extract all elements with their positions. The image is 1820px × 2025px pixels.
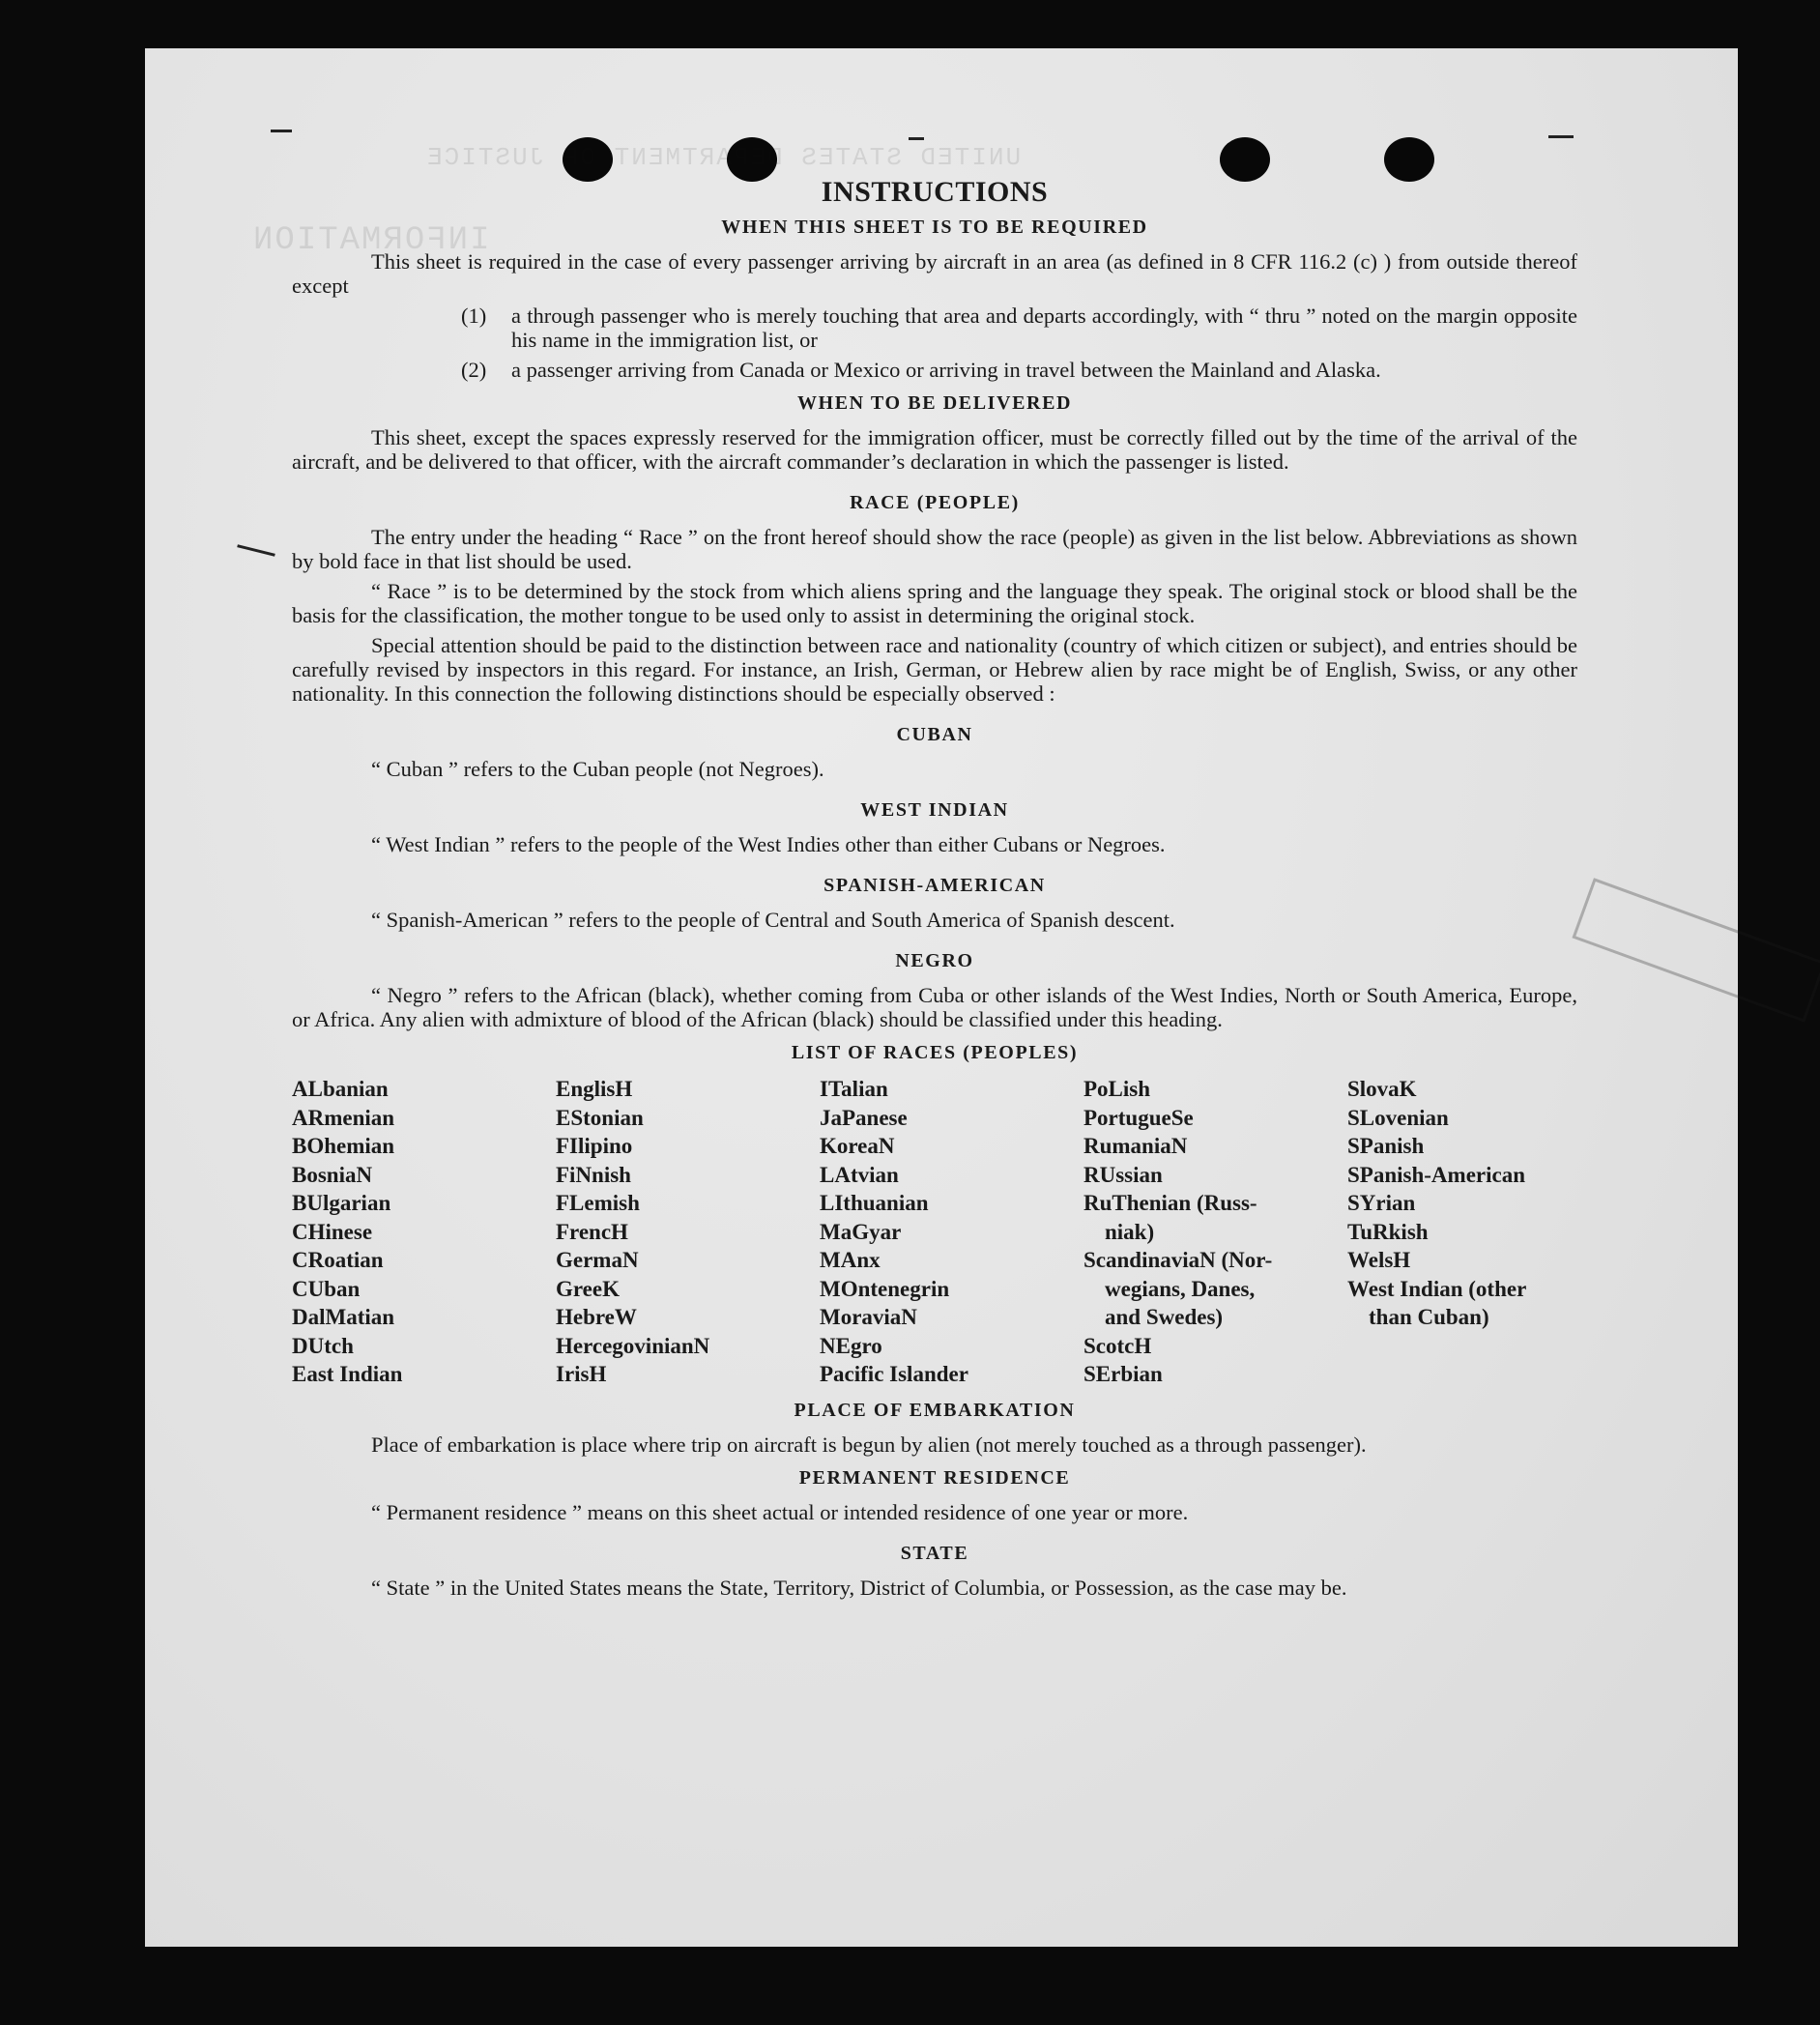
race-item: SlovaK: [1347, 1077, 1417, 1101]
race-item: LIthuanian: [820, 1191, 929, 1215]
speck: [271, 130, 292, 132]
faded-stamp: [1572, 878, 1820, 1023]
punch-hole: [1220, 137, 1270, 182]
race-item: EnglisH: [556, 1077, 633, 1101]
race-item: DUtch: [292, 1333, 354, 1358]
race-item: DalMatian: [292, 1305, 395, 1329]
race-item: KoreaN: [820, 1134, 895, 1158]
page-title: INSTRUCTIONS: [821, 176, 1049, 208]
race-list: [292, 1075, 1577, 1389]
section-heading-west-indian: WEST INDIAN: [860, 799, 1009, 821]
race-item: SLovenian: [1347, 1105, 1449, 1130]
race-item: GermaN: [556, 1248, 639, 1272]
race-item: HebreW: [556, 1305, 637, 1329]
race-item: SPanish-American: [1347, 1162, 1525, 1187]
race-item: NEgro: [820, 1333, 882, 1358]
race-item: West Indian (other: [1347, 1276, 1527, 1301]
race-item: RumaniaN: [1083, 1134, 1188, 1158]
race-item: CUban: [292, 1276, 361, 1301]
race-column: [820, 1075, 1083, 1389]
race-item: FLemish: [556, 1191, 640, 1215]
bleed-through-text: INFORMATION: [251, 222, 490, 259]
race-item: WelsH: [1347, 1248, 1411, 1272]
race-item: MoraviaN: [820, 1305, 917, 1329]
punch-hole: [1384, 137, 1434, 182]
section-heading-embarkation: PLACE OF EMBARKATION: [794, 1399, 1076, 1421]
race-item: FrencH: [556, 1219, 628, 1244]
race-item: BosniaN: [292, 1162, 373, 1187]
race-item: SPanish: [1347, 1134, 1425, 1158]
race-item: TuRkish: [1347, 1219, 1429, 1244]
race-item: FIlipino: [556, 1134, 633, 1158]
section-heading-list-of-races: LIST OF RACES (PEOPLES): [791, 1042, 1079, 1063]
race-item: ARmenian: [292, 1105, 395, 1130]
race-item: HercegovinianN: [556, 1333, 710, 1358]
race-column: [1083, 1075, 1347, 1389]
race-item-continued: and Swedes): [1105, 1305, 1224, 1329]
race-item: ITalian: [820, 1077, 888, 1101]
race-item: JaPanese: [820, 1105, 908, 1130]
race-item: ScotcH: [1083, 1333, 1152, 1358]
section-heading-permanent-residence: PERMANENT RESIDENCE: [798, 1466, 1071, 1489]
condition-text: a through passenger who is merely touching that area and departs accordingly, with “ thru ” noted on the margin opposite his name in the immigration list, or: [511, 304, 1577, 352]
race-column: [556, 1075, 820, 1389]
race-item: East Indian: [292, 1362, 403, 1386]
race-item: SErbian: [1083, 1362, 1163, 1386]
condition-number: (2): [461, 358, 487, 382]
race-item: BUlgarian: [292, 1191, 391, 1215]
section-heading-state: STATE: [900, 1542, 969, 1564]
section-heading-cuban: CUBAN: [896, 724, 973, 745]
race-item-continued: niak): [1105, 1219, 1155, 1244]
race-paragraph-3: Special attention should be paid to the distinction between race and nationality (country of which citizen or subject), and entries should be carefully revised by inspectors in this regard. For instance, an Irish, German, or Hebrew alien by race might be of English, Swiss, or any other nationality. In this connection the following distinctions should be especially observed :: [292, 633, 1577, 706]
section-heading-when-required: WHEN THIS SHEET IS TO BE REQUIRED: [721, 217, 1148, 238]
race-item: ScandinaviaN (Nor-: [1083, 1248, 1273, 1272]
cuban-text: “ Cuban ” refers to the Cuban people (not Negroes).: [371, 757, 824, 781]
race-item-continued: than Cuban): [1369, 1305, 1489, 1329]
race-column: [1347, 1075, 1570, 1389]
race-item: MAnx: [820, 1248, 881, 1272]
race-item: FiNnish: [556, 1162, 631, 1187]
speck: [1548, 135, 1574, 138]
race-item: PortugueSe: [1083, 1105, 1194, 1130]
race-item: PoLish: [1083, 1077, 1151, 1101]
condition-number: (1): [461, 304, 487, 328]
race-item-continued: wegians, Danes,: [1105, 1276, 1256, 1301]
spanish-american-text: “ Spanish-American ” refers to the people of Central and South America of Spanish descent.: [371, 908, 1175, 932]
west-indian-text: “ West Indian ” refers to the people of the West Indies other than either Cubans or Negroes.: [371, 832, 1166, 856]
instructions-content: [292, 176, 1577, 1600]
race-item: BOhemian: [292, 1134, 395, 1158]
race-item: SYrian: [1347, 1191, 1416, 1215]
when-delivered-text: This sheet, except the spaces expressly reserved for the immigration officer, must be correctly filled out by the time of the arrival of the aircraft, and be delivered to that officer, with the aircraft commander’s declaration in which the passenger is listed.: [292, 425, 1577, 474]
negro-text: “ Negro ” refers to the African (black), whether coming from Cuba or other islands of the West Indies, North or South America, Europe, or Africa. Any alien with admixture of blood of the African (black) should be classified under this heading.: [292, 983, 1577, 1031]
section-heading-race: RACE (PEOPLE): [850, 492, 1020, 513]
race-item: IrisH: [556, 1362, 607, 1386]
race-item: MOntenegrin: [820, 1276, 950, 1301]
race-paragraph-1: The entry under the heading “ Race ” on the front hereof should show the race (people) as given in the list below. Abbreviations as shown by bold face in that list should be used.: [292, 525, 1577, 573]
race-item: GreeK: [556, 1276, 620, 1301]
race-item: RuThenian (Russ-: [1083, 1191, 1257, 1215]
embarkation-text: Place of embarkation is place where trip on aircraft is begun by alien (not merely touched as a through passenger).: [371, 1432, 1367, 1457]
speck: [237, 544, 275, 557]
condition-item: [461, 358, 1577, 382]
section-heading-spanish-american: SPANISH-AMERICAN: [823, 875, 1046, 896]
condition-text: a passenger arriving from Canada or Mexico or arriving in travel between the Mainland and Alaska.: [511, 358, 1381, 382]
race-item: CRoatian: [292, 1248, 384, 1272]
section-heading-negro: NEGRO: [895, 950, 974, 971]
race-item: EStonian: [556, 1105, 644, 1130]
condition-item: [461, 304, 1577, 352]
race-item: CHinese: [292, 1219, 373, 1244]
race-item: Pacific Islander: [820, 1362, 968, 1386]
race-item: MaGyar: [820, 1219, 902, 1244]
permanent-residence-text: “ Permanent residence ” means on this sheet actual or intended residence of one year or more.: [371, 1499, 1189, 1524]
race-paragraph-2: “ Race ” is to be determined by the stock from which aliens spring and the language they speak. The original stock or blood shall be the basis for the classification, the mother tongue to be used only to assist in determining the original stock.: [292, 579, 1577, 627]
section-heading-when-delivered: WHEN TO BE DELIVERED: [796, 392, 1073, 414]
speck: [909, 137, 924, 140]
race-item: RUssian: [1083, 1162, 1163, 1187]
bleed-through-text: UNITED STATES DEPARTMENT OF JUSTICE: [425, 143, 1022, 172]
race-item: LAtvian: [820, 1162, 899, 1187]
state-text: “ State ” in the United States means the State, Territory, District of Columbia, or Possession, as the case may be.: [371, 1575, 1347, 1600]
race-item: ALbanian: [292, 1077, 389, 1101]
race-column: [292, 1075, 556, 1389]
when-required-text: This sheet is required in the case of every passenger arriving by aircraft in an area (as defined in 8 CFR 116.2 (c) ) from outside thereof except: [292, 249, 1577, 298]
